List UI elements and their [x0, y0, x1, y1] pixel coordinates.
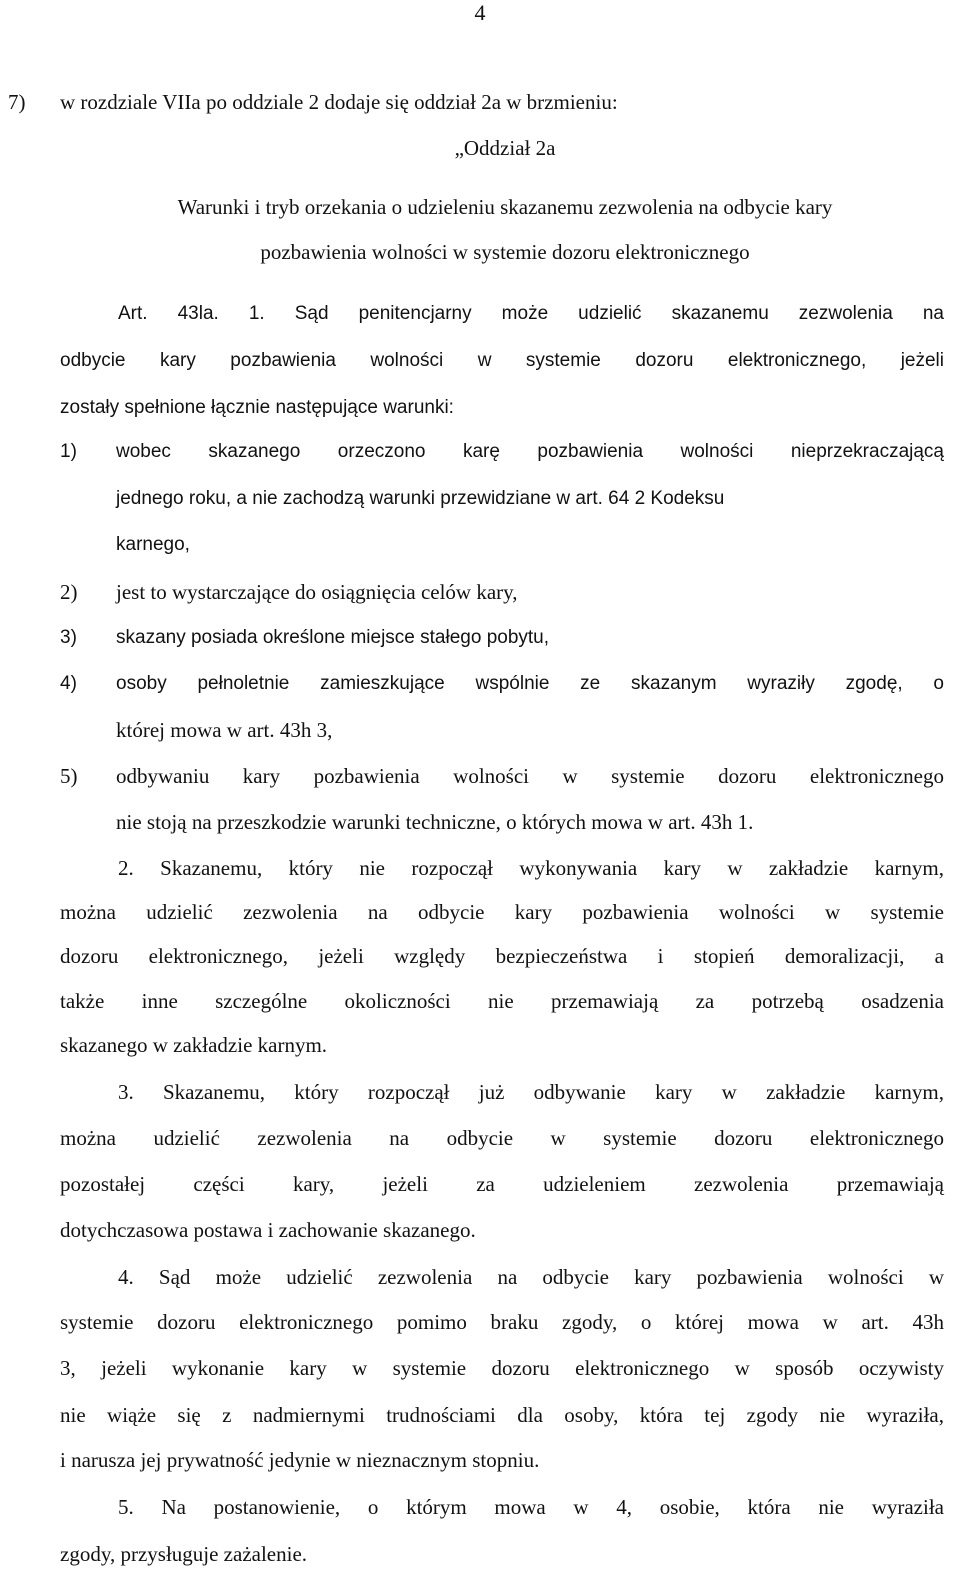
page-number: 4	[474, 0, 486, 25]
division-heading-line-2: pozbawienia wolności w systemie dozoru elektronicznego	[260, 240, 750, 264]
list-item-line: wobec skazanego orzeczono karę pozbawienia wolności nieprzekraczającą	[116, 441, 944, 462]
item-number: 7)	[8, 90, 26, 114]
list-item-line: jest to wystarczające do osiągnięcia celów kary,	[116, 580, 518, 604]
paragraph-line: nie wiąże się z nadmiernymi trudnościami dla osoby, która tej zgody nie wyraziła,	[60, 1403, 944, 1427]
division-heading-line-1: Warunki i tryb orzekania o udzieleniu skazanemu zezwolenia na odbycie kary	[177, 195, 833, 219]
paragraph-line: i narusza jej prywatność jedynie w nieznacznym stopniu.	[60, 1448, 540, 1472]
list-item-line: odbywaniu kary pozbawienia wolności w systemie dozoru elektronicznego	[116, 764, 944, 788]
paragraph-line: także inne szczególne okoliczności nie przemawiają za potrzebą osadzenia	[60, 989, 944, 1013]
paragraph-line: 2. Skazanemu, który nie rozpoczął wykonywania kary w zakładzie karnym,	[118, 856, 944, 880]
list-item-line: osoby pełnoletnie zamieszkujące wspólnie ze skazanym wyraziły zgodę, o	[116, 673, 944, 694]
item-text: w rozdziale VIIa po oddziale 2 dodaje się oddział 2a w brzmieniu:	[60, 90, 618, 114]
article-line: Art. 43la. 1. Sąd penitencjarny może udzielić skazanemu zezwolenia na	[118, 303, 944, 324]
paragraph-line: 4. Sąd może udzielić zezwolenia na odbycie kary pozbawienia wolności w	[118, 1265, 944, 1289]
list-item-number: 2)	[60, 580, 78, 604]
paragraph-line: skazanego w zakładzie karnym.	[60, 1033, 328, 1057]
paragraph-line: 3. Skazanemu, który rozpoczął już odbywanie kary w zakładzie karnym,	[118, 1080, 944, 1104]
division-title: „Oddział 2a	[454, 136, 556, 160]
paragraph-line: pozostałej części kary, jeżeli za udzieleniem zezwolenia przemawiają	[60, 1172, 944, 1196]
paragraph-line: systemie dozoru elektronicznego pomimo braku zgody, o której mowa w art. 43h	[60, 1310, 944, 1334]
list-item-number: 3)	[60, 627, 77, 648]
list-item-line: jednego roku, a nie zachodzą warunki przewidziane w art. 64 2 Kodeksu	[116, 488, 725, 509]
paragraph-line: można udzielić zezwolenia na odbycie kary pozbawienia wolności w systemie	[60, 900, 944, 924]
paragraph-line: można udzielić zezwolenia na odbycie w systemie dozoru elektronicznego	[60, 1126, 944, 1150]
article-line: odbycie kary pozbawienia wolności w systemie dozoru elektronicznego, jeżeli	[60, 350, 944, 371]
list-item-number: 4)	[60, 673, 77, 694]
paragraph-line: 3, jeżeli wykonanie kary w systemie dozoru elektronicznego w sposób oczywisty	[60, 1356, 944, 1380]
paragraph-line: 5. Na postanowienie, o którym mowa w 4, osobie, która nie wyraziła	[118, 1495, 944, 1519]
paragraph-line: zgody, przysługuje zażalenie.	[60, 1542, 308, 1566]
list-item-number: 5)	[60, 764, 78, 788]
list-item-line: nie stoją na przeszkodzie warunki techniczne, o których mowa w art. 43h 1.	[116, 810, 754, 834]
list-item-line: karnego,	[116, 534, 190, 555]
paragraph-line: dotychczasowa postawa i zachowanie skazanego.	[60, 1218, 476, 1242]
list-item-line: której mowa w art. 43h 3,	[116, 718, 333, 742]
article-line: zostały spełnione łącznie następujące warunki:	[60, 397, 454, 418]
list-item-number: 1)	[60, 441, 77, 462]
list-item-line: skazany posiada określone miejsce stałego pobytu,	[116, 627, 550, 648]
paragraph-line: dozoru elektronicznego, jeżeli względy bezpieczeństwa i stopień demoralizacji, a	[60, 944, 944, 968]
